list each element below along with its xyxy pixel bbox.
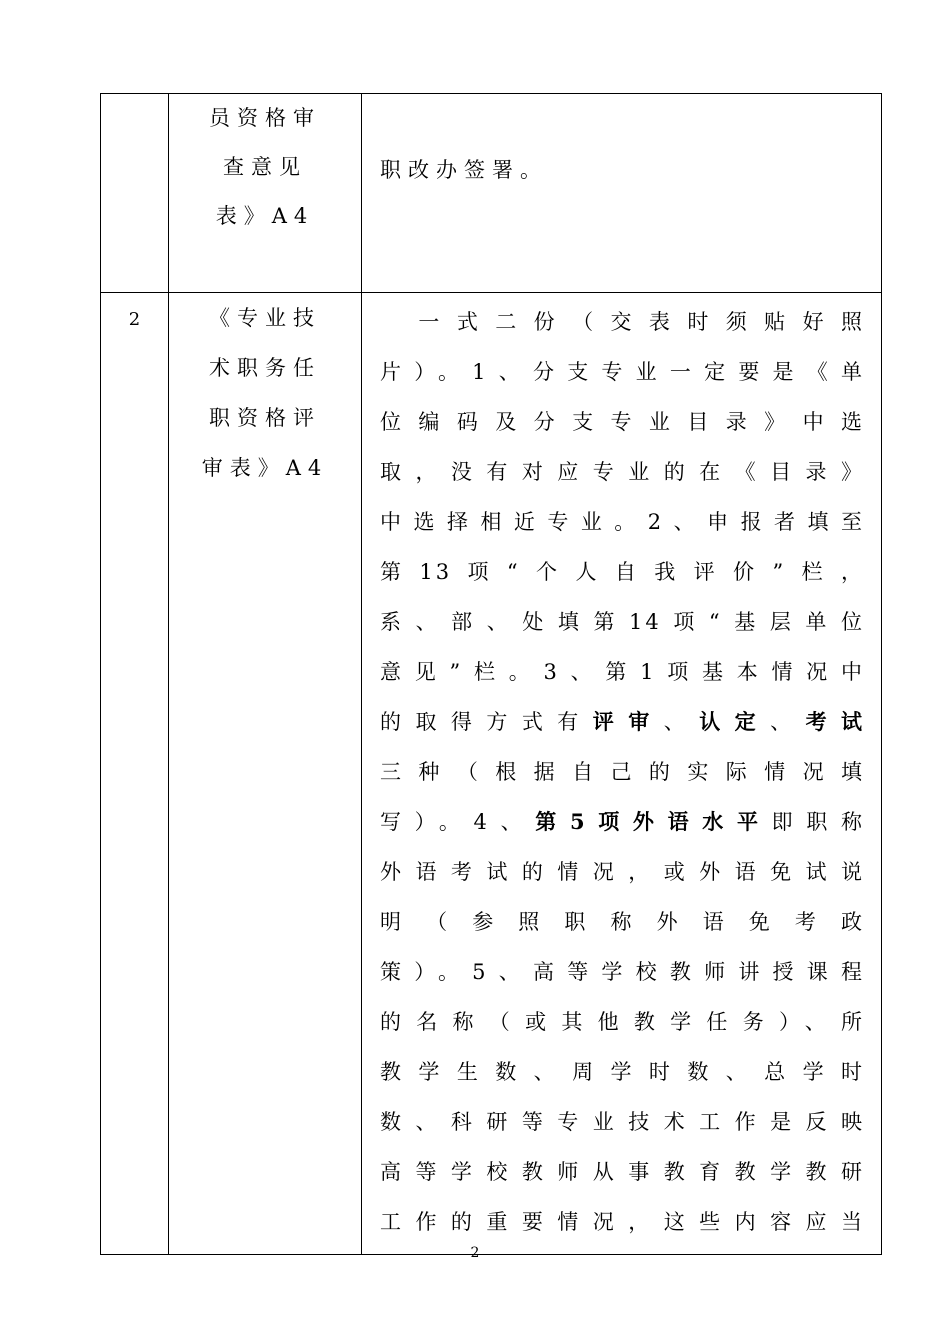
description-line [380, 447, 865, 497]
text-run: 位编码及分支专业目录》中选 [380, 410, 865, 434]
description-line [380, 597, 865, 647]
description-line [380, 297, 865, 347]
text-run: 第13项“个人自我评价”栏， [380, 560, 865, 584]
bold-text: 认定 [699, 709, 771, 734]
text-run: 系、部、处填第14项“基层单位 [380, 610, 865, 634]
description-line [380, 847, 865, 897]
text-run: 意见”栏。3、第1项基本情况中 [380, 660, 865, 684]
text-run: 数、科研等专业技术工作是反映 [380, 1110, 865, 1134]
text-run: 、 [663, 710, 700, 734]
description-line [380, 997, 865, 1047]
text-run: 工作的重要情况，这些内容应当 [380, 1210, 865, 1234]
description-line [380, 397, 865, 447]
text-run: 策）。5、高等学校教师讲授课程 [380, 960, 865, 984]
form-name-line: 员资格审 [209, 106, 321, 130]
form-name-line: 表》A4 [215, 204, 315, 228]
form-name-cell [169, 293, 362, 1255]
description-line [380, 797, 865, 847]
text-run: 取，没有对应专业的在《目录》 [380, 460, 865, 484]
description-line [380, 1147, 865, 1197]
text-run: 即职称 [771, 810, 865, 834]
bold-text: 第5项外语水平 [535, 809, 772, 834]
bold-text: 考试 [805, 709, 865, 734]
description-line [380, 647, 865, 697]
row-number [101, 94, 169, 293]
text-run: 、 [770, 710, 806, 734]
text-run: 的名称（或其他教学任务）、所 [380, 1010, 865, 1034]
text-run: 一式二份（交表时须贴好照 [380, 310, 865, 334]
text-run: 高等学校教师从事教育教学教研 [380, 1160, 865, 1184]
requirements-table [100, 93, 882, 1255]
description-line [380, 1047, 865, 1097]
form-name-cell [169, 94, 362, 293]
description-line [380, 347, 865, 397]
text-run: 中选择相近专业。2、申报者填至 [380, 510, 865, 534]
text-run: 片）。1、分支专业一定要是《单 [380, 360, 865, 384]
description-line [380, 697, 865, 747]
form-description [362, 293, 882, 1255]
row-number: 2 [101, 293, 169, 1255]
description-line [380, 1197, 865, 1247]
description-line [380, 947, 865, 997]
text-run: 明（参照职称外语免考政 [380, 910, 865, 934]
form-name-line: 职资格评 [209, 406, 321, 430]
description-line [380, 547, 865, 597]
text-run: 的取得方式有 [380, 710, 593, 734]
text-run: 三种（根据自己的实际情况填 [380, 760, 865, 784]
description-line [380, 897, 865, 947]
form-name-line: 术职务任 [209, 356, 321, 380]
bold-text: 评审 [592, 709, 664, 734]
text-run: 教学生数、周学时数、总学时 [380, 1060, 865, 1084]
form-description: 职改办签署。 [362, 94, 882, 293]
form-name-line: 《专业技 [209, 306, 321, 330]
form-name-line: 审表》A4 [201, 456, 329, 480]
text-run: 外语考试的情况，或外语免试说 [380, 860, 865, 884]
table-row [101, 293, 882, 1255]
description-line [380, 497, 865, 547]
text-run: 写）。4、 [380, 810, 536, 834]
table-row [101, 94, 882, 293]
page-number: 2 [470, 1245, 480, 1261]
form-name-line: 查意见 [223, 155, 307, 179]
description-line [380, 1097, 865, 1147]
description-line [380, 747, 865, 797]
